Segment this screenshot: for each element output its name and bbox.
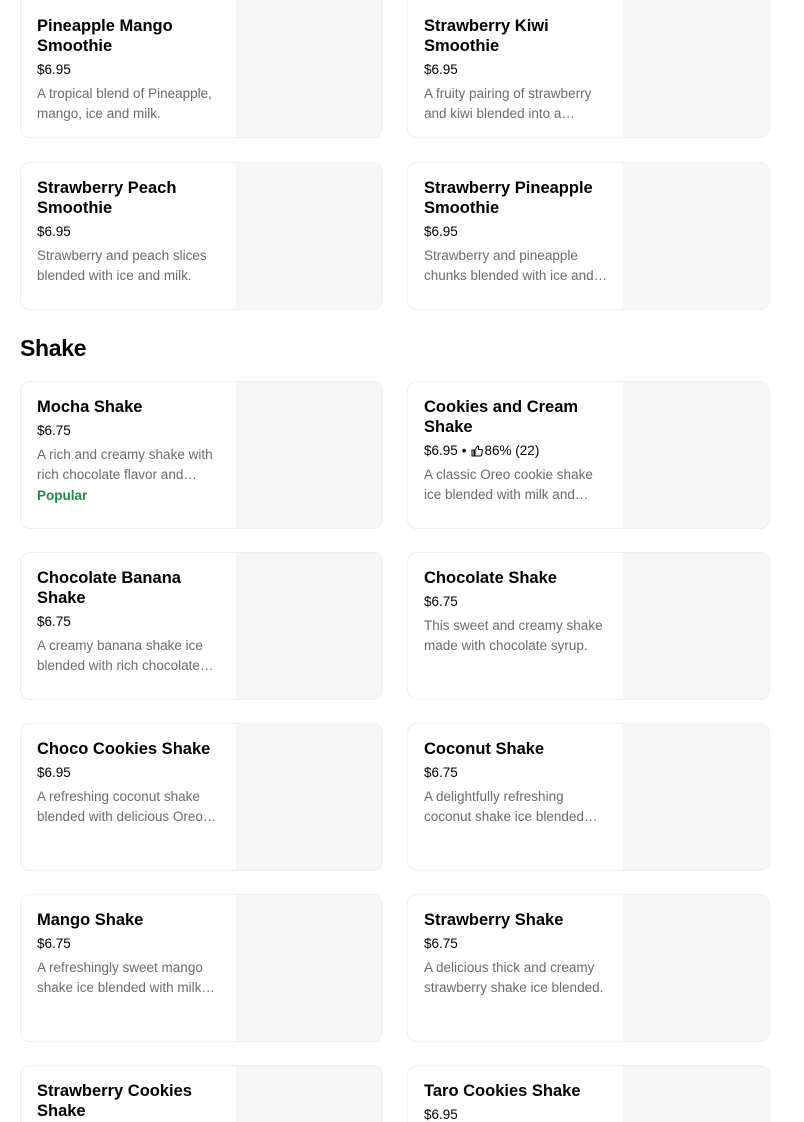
item-image [236,553,382,699]
item-name: Cookies and Cream Shake [424,398,579,436]
item-description: A tropical blend of Pineapple, mango, ice and milk. [37,86,212,121]
item-price-line [37,422,221,440]
item-price: $6.75 [37,423,71,438]
menu-item-info [37,568,221,676]
item-price-line [424,764,608,782]
menu-item-card[interactable] [20,381,383,529]
item-rating: 86% (22) [484,443,540,458]
item-description: A rich and creamy shake with rich chocolate flavor and [37,447,213,482]
item-price-line [424,593,608,611]
menu-item-card[interactable] [407,162,770,310]
item-price-line [37,223,221,241]
menu-item-info [37,1081,221,1122]
item-image [623,163,769,309]
menu-item-info [424,178,608,286]
item-image [236,1066,382,1122]
item-price: $6.95 [37,62,71,77]
separator-dot: • [461,443,467,458]
item-name: Strawberry Kiwi Smoothie [424,17,549,55]
menu-item-info [424,1081,608,1122]
item-image [623,553,769,699]
item-name: Mango Shake [37,911,144,929]
item-name: Strawberry Peach Smoothie [37,179,177,217]
menu-item-info [37,910,221,998]
item-description: A delightfully refreshing coconut shake ice blended [424,789,584,824]
item-description: Strawberry and pineapple chunks blended with ice and [424,248,594,283]
menu-item-card[interactable] [407,381,770,529]
item-image [236,724,382,870]
menu-item-info [37,397,221,505]
item-price: $6.95 [424,62,458,77]
item-description: A classic Oreo cookie shake ice blended with milk and [424,467,593,502]
item-name: Taro Cookies Shake [424,1082,581,1100]
menu-item-card[interactable] [20,1065,383,1122]
menu-item-card[interactable] [407,552,770,700]
item-description: A refreshingly sweet mango shake ice blended with milk [37,960,203,995]
menu-item-info [37,16,221,124]
item-price-line [37,935,221,953]
menu-item-card[interactable] [407,894,770,1042]
item-price-line [424,61,608,79]
menu-item-info [37,178,221,286]
item-image [623,895,769,1041]
menu-item-info [424,397,608,505]
item-image [236,382,382,528]
menu-item-card[interactable] [407,0,770,138]
item-name: Mocha Shake [37,398,143,416]
item-price: $6.95 [37,224,71,239]
item-image [623,382,769,528]
item-price-line [37,61,221,79]
item-description: A creamy banana shake ice blended with rich chocolate [37,638,203,673]
thumbs-up-icon [471,445,483,457]
item-name: Strawberry Shake [424,911,564,929]
section-title-shake: Shake [20,335,87,361]
item-name: Choco Cookies Shake [37,740,211,758]
menu-item-info [424,16,608,124]
item-price-line [37,613,221,631]
menu-item-info [424,739,608,827]
item-image [623,0,769,137]
item-price-line [424,442,608,460]
item-price: $6.75 [424,936,458,951]
item-price: $6.95 [37,765,71,780]
menu-item-info [424,568,608,656]
menu-item-card[interactable] [20,552,383,700]
item-price: $6.75 [37,614,71,629]
item-image [623,1066,769,1122]
menu-item-card[interactable] [20,162,383,310]
item-description: Strawberry and peach slices blended with ice and milk. [37,248,207,283]
item-description: This sweet and creamy shake made with chocolate syrup. [424,618,603,653]
item-image [236,895,382,1041]
item-description: A refreshing coconut shake blended with delicious Oreo [37,789,203,824]
item-description: A fruity pairing of strawberry and kiwi blended into a [424,86,592,121]
menu-item-card[interactable] [20,0,383,138]
item-price-line [424,223,608,241]
menu-item-info [424,910,608,998]
item-price-line [424,1106,608,1122]
item-image [236,163,382,309]
item-name: Chocolate Banana Shake [37,569,181,607]
item-price: $6.95 [424,1107,458,1122]
item-name: Pineapple Mango Smoothie [37,17,173,55]
menu-item-info [37,739,221,827]
item-image [236,0,382,137]
item-price: $6.75 [424,594,458,609]
item-price: $6.75 [424,765,458,780]
item-price-line [424,935,608,953]
menu-item-card[interactable] [20,723,383,871]
item-price: $6.75 [37,936,71,951]
item-price: $6.95 [424,224,458,239]
menu-item-card[interactable] [407,723,770,871]
item-image [623,724,769,870]
item-description: A delicious thick and creamy strawberry shake ice blended. [424,960,604,995]
popular-badge: Popular [37,488,88,503]
menu-item-card[interactable] [407,1065,770,1122]
item-price: $6.95 [424,443,458,458]
item-price-line [37,764,221,782]
item-name: Strawberry Pineapple Smoothie [424,179,593,217]
item-name: Coconut Shake [424,740,545,758]
item-name: Chocolate Shake [424,569,557,587]
menu-item-card[interactable] [20,894,383,1042]
item-name: Strawberry Cookies Shake [37,1082,192,1120]
